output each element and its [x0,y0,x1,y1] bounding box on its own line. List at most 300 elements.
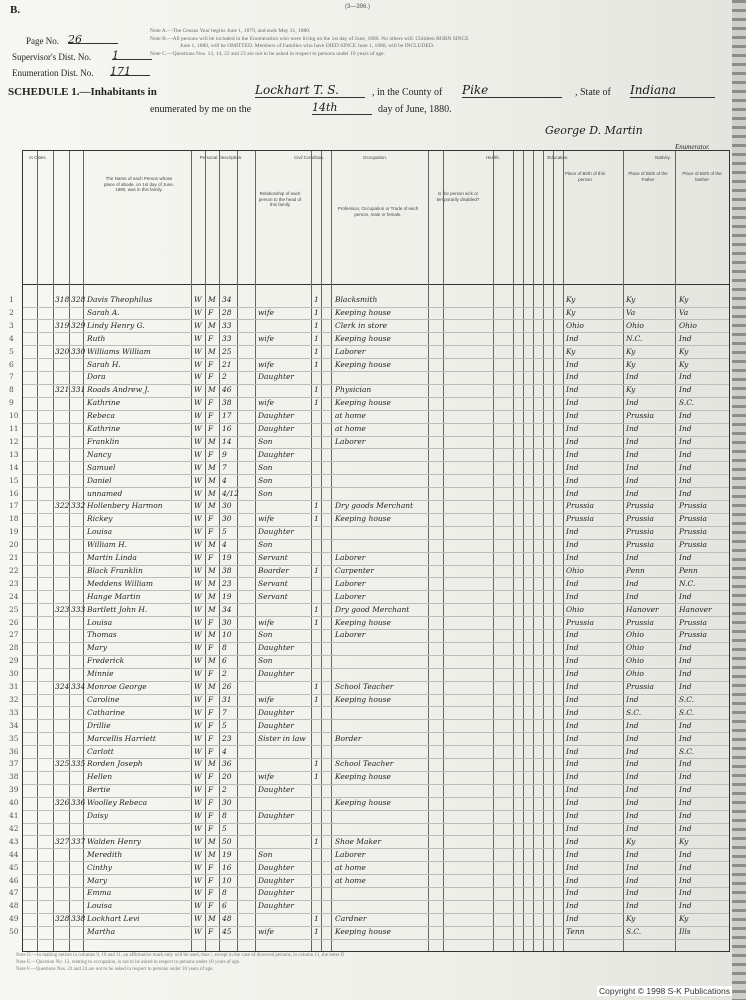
person-name: Bartlett John H. [87,604,148,614]
table-row [9,758,729,772]
row-number: 17 [9,501,19,511]
father-birthplace-cell: Ky [626,836,636,846]
row-number: 14 [9,462,19,472]
civil-cell: 1 [314,514,319,524]
occupation-cell: at home [335,424,366,433]
age-cell: 4 [222,746,227,756]
sex-cell: M [208,475,216,485]
table-row [9,926,729,940]
table-row [9,462,729,476]
occupation-cell: Shoe Maker [335,836,382,846]
row-number: 50 [9,927,19,937]
mother-birthplace-cell: Ind [679,462,692,472]
occupation-cell: Keeping house [335,617,391,627]
row-number: 5 [9,346,14,356]
person-name: Samuel [87,462,116,472]
row-number: 4 [9,333,14,343]
sex-cell: M [208,849,216,859]
occupation-cell: at home [335,875,366,885]
person-name: Black Franklin [87,565,143,575]
sex-cell: F [208,707,214,717]
census-table [9,150,730,952]
row-number: 13 [9,449,19,459]
birthplace-cell: Ind [566,540,579,550]
color-cell: W [194,901,202,911]
table-row [9,500,729,514]
table-row [9,384,729,398]
relationship-cell: Daughter [258,449,294,459]
col-head-sick: Is the person sick or temporarily disabled? [436,191,480,202]
father-birthplace-cell: Ind [626,462,639,472]
person-name: Drillie [87,720,111,730]
mother-birthplace-cell: Prussia [679,617,708,627]
occupation-cell: Keeping house [335,398,391,408]
table-row [9,849,729,863]
sex-cell: F [208,733,214,743]
mother-birthplace-cell: Ind [679,643,692,653]
occupation-cell: Keeping house [335,333,391,343]
color-cell: W [194,811,202,820]
color-cell: W [194,307,202,317]
person-name: unnamed [87,488,123,498]
color-cell: W [194,707,202,717]
sex-cell: F [208,424,214,433]
person-name: Louisa [87,527,113,537]
note-b-cont: June 1, 1880, will be OMITTED. Members of Families who have DIED SINCE June 1, 1880, will be INCLUDED. [180,43,435,50]
mother-birthplace-cell: Ky [679,346,689,356]
family-number: 331 [71,385,86,395]
birthplace-cell: Ind [566,436,579,446]
relationship-cell: wife [258,927,275,937]
birthplace-cell: Prussia [566,514,595,524]
birthplace-cell: Ohio [566,604,584,614]
schedule-place: Lockhart T. S. [255,83,365,98]
age-cell: 7 [222,707,227,717]
person-name: Ruth [87,333,106,343]
relationship-cell: Son [258,849,273,859]
relationship-cell: Son [258,436,273,446]
father-birthplace-cell: Ind [626,553,639,562]
father-birthplace-cell: Ind [626,785,639,795]
age-cell: 7 [222,462,227,472]
person-name: Thomas [87,630,117,640]
occupation-cell: Keeping house [335,694,391,704]
father-birthplace-cell: Ind [626,849,639,859]
age-cell: 8 [222,811,227,820]
sex-cell: M [208,591,216,601]
birthplace-cell: Ind [566,914,579,924]
civil-cell: 1 [314,694,319,704]
age-cell: 20 [222,772,232,782]
father-birthplace-cell: Ind [626,398,639,408]
birthplace-cell: Ind [566,707,579,717]
civil-cell: 1 [314,759,319,769]
table-row [9,307,729,321]
age-cell: 23 [222,578,232,588]
color-cell: W [194,359,202,369]
birthplace-cell: Ind [566,488,579,498]
color-cell: W [194,514,202,524]
birthplace-cell: Ind [566,553,579,562]
relationship-cell: Servant [258,591,288,601]
age-cell: 4/12 [222,488,239,498]
birthplace-cell: Ind [566,875,579,885]
sex-cell: M [208,385,216,395]
color-cell: W [194,927,202,937]
row-number: 42 [9,823,19,833]
color-cell: W [194,720,202,730]
enumerator-signature: George D. Martin [545,124,643,137]
sex-cell: F [208,333,214,343]
sex-cell: F [208,553,214,562]
row-number: 2 [9,307,14,317]
person-name: Rebeca [87,411,115,421]
age-cell: 34 [222,295,232,304]
mother-birthplace-cell: Prussia [679,501,708,511]
sex-cell: M [208,346,216,356]
color-cell: W [194,553,202,562]
father-birthplace-cell: Ind [626,372,639,382]
person-name: Lockhart Levi [87,914,140,924]
civil-cell: 1 [314,617,319,627]
sex-cell: F [208,862,214,872]
birthplace-cell: Ind [566,372,579,382]
civil-cell: 1 [314,927,319,937]
mother-birthplace-cell: Ind [679,553,692,562]
sex-cell: M [208,682,216,691]
relationship-cell: wife [258,333,275,343]
table-row [9,720,729,734]
color-cell: W [194,385,202,395]
mother-birthplace-cell: S.C. [679,694,695,704]
relationship-cell: wife [258,398,275,408]
relationship-cell: Son [258,656,273,666]
sex-cell: F [208,449,214,459]
age-cell: 50 [222,836,232,846]
enum-day: 14th [312,101,372,115]
occupation-cell: Dry goods Merchant [335,501,414,511]
person-name: Williams William [87,346,151,356]
age-cell: 5 [222,823,227,833]
occupation-cell: Laborer [335,630,366,640]
family-number: 336 [71,798,86,808]
color-cell: W [194,604,202,614]
row-number: 35 [9,733,19,743]
relationship-cell: Daughter [258,707,294,717]
father-birthplace-cell: Ind [626,488,639,498]
mother-birthplace-cell: Ky [679,914,689,924]
row-number: 23 [9,578,19,588]
birthplace-cell: Ind [566,746,579,756]
father-birthplace-cell: Prussia [626,514,655,524]
col-head-health-label: Health. [485,155,501,160]
birthplace-cell: Ind [566,772,579,782]
dwelling-number: 321 [55,385,70,395]
relationship-cell: Daughter [258,720,294,730]
age-cell: 2 [222,372,227,382]
mother-birthplace-cell: Ind [679,424,692,433]
color-cell: W [194,823,202,833]
father-birthplace-cell: Prussia [626,411,655,421]
sex-cell: M [208,565,216,575]
row-number: 40 [9,798,19,808]
age-cell: 36 [222,759,232,769]
table-row [9,423,729,437]
row-number: 10 [9,411,19,421]
table-row [9,346,729,360]
table-row [9,900,729,914]
note-b: Note B.—All persons will be included in the Enumeration who were living on the 1st day of June, 1880. No others will. Children BORN SINCE [150,35,469,42]
civil-cell: 1 [314,359,319,369]
col-head-civil: Civil Condition. [293,155,324,160]
civil-cell: 1 [314,772,319,782]
relationship-cell: Daughter [258,785,294,795]
father-birthplace-cell: Ind [626,578,639,588]
relationship-cell: Daughter [258,424,294,433]
age-cell: 30 [222,617,232,627]
father-birthplace-cell: Penn [626,565,645,575]
color-cell: W [194,398,202,408]
mother-birthplace-cell: Ind [679,811,692,820]
relationship-cell: wife [258,514,275,524]
civil-cell: 1 [314,320,319,330]
age-cell: 6 [222,656,227,666]
sex-cell: F [208,772,214,782]
civil-cell: 1 [314,604,319,614]
sex-cell: F [208,398,214,408]
row-number: 19 [9,527,19,537]
person-name: Daisy [87,811,108,820]
age-cell: 2 [222,785,227,795]
occupation-cell: School Teacher [335,759,394,769]
form-letter: B. [10,4,21,16]
relationship-cell: Servant [258,553,288,562]
mother-birthplace-cell: Ind [679,436,692,446]
father-birthplace-cell: Ind [626,720,639,730]
age-cell: 31 [222,694,232,704]
color-cell: W [194,888,202,898]
birthplace-cell: Ind [566,449,579,459]
father-birthplace-cell: Ohio [626,643,644,653]
row-number: 30 [9,669,19,679]
birthplace-cell: Ind [566,656,579,666]
relationship-cell: Daughter [258,411,294,421]
age-cell: 23 [222,733,232,743]
relationship-cell: Servant [258,578,288,588]
sex-cell: F [208,927,214,937]
relationship-cell: wife [258,694,275,704]
table-row [9,513,729,527]
civil-cell: 1 [314,295,319,304]
person-name: Nancy [87,449,112,459]
color-cell: W [194,475,202,485]
birthplace-cell: Prussia [566,501,595,511]
person-name: Catharine [87,707,125,717]
family-number: 328 [71,295,86,304]
color-cell: W [194,591,202,601]
sex-cell: M [208,540,216,550]
table-row [9,449,729,463]
mother-birthplace-cell: Prussia [679,540,708,550]
mother-birthplace-cell: Penn [679,565,698,575]
row-number: 21 [9,553,19,562]
table-row [9,591,729,605]
color-cell: W [194,501,202,511]
age-cell: 19 [222,849,232,859]
sex-cell: F [208,901,214,911]
age-cell: 33 [222,333,232,343]
age-cell: 5 [222,527,227,537]
col-head-personal: Personal Description. [199,155,243,160]
person-name: Kathrine [87,424,121,433]
row-number: 45 [9,862,19,872]
age-cell: 45 [222,927,232,937]
father-birthplace-cell: Ind [626,475,639,485]
row-number: 12 [9,436,19,446]
state-label: , State of [575,87,611,98]
birthplace-cell: Ky [566,346,576,356]
father-birthplace-cell: Ind [626,591,639,601]
father-birthplace-cell: Ohio [626,656,644,666]
color-cell: W [194,436,202,446]
color-cell: W [194,682,202,691]
row-number: 16 [9,488,19,498]
birthplace-cell: Ind [566,798,579,808]
row-number: 18 [9,514,19,524]
age-cell: 30 [222,798,232,808]
mother-birthplace-cell: Ind [679,656,692,666]
sex-cell: M [208,436,216,446]
color-cell: W [194,565,202,575]
color-cell: W [194,346,202,356]
birthplace-cell: Ind [566,849,579,859]
table-row [9,733,729,747]
relationship-cell: Daughter [258,372,294,382]
age-cell: 16 [222,862,232,872]
table-row [9,410,729,424]
relationship-cell: Daughter [258,811,294,820]
color-cell: W [194,694,202,704]
relationship-cell: wife [258,772,275,782]
row-number: 44 [9,849,19,859]
color-cell: W [194,372,202,382]
mother-birthplace-cell: Ind [679,488,692,498]
row-number: 43 [9,836,19,846]
person-name: Meddens William [87,578,153,588]
dwelling-number: 327 [55,836,70,846]
mother-birthplace-cell: Ky [679,836,689,846]
birthplace-cell: Ky [566,307,576,317]
person-name: Dora [87,372,106,382]
mother-birthplace-cell: Ind [679,733,692,743]
color-cell: W [194,578,202,588]
note-e: Note E.—Question No. 13, relating to occupation, is not to be asked in respect to persons under 10 years of age. [16,960,241,965]
birthplace-cell: Ind [566,694,579,704]
age-cell: 8 [222,643,227,653]
birthplace-cell: Ind [566,733,579,743]
civil-cell: 1 [314,398,319,408]
row-number: 11 [9,424,19,433]
row-number: 36 [9,746,19,756]
row-number: 37 [9,759,19,769]
table-row [9,604,729,618]
family-number: 330 [71,346,86,356]
enum-prefix: enumerated by me on the [150,104,252,115]
occupation-cell: Keeping house [335,514,391,524]
father-birthplace-cell: N.C. [626,333,643,343]
dwelling-number: 322 [55,501,70,511]
father-birthplace-cell: Ind [626,888,639,898]
mother-birthplace-cell: Prussia [679,514,708,524]
age-cell: 4 [222,540,227,550]
birthplace-cell: Ind [566,759,579,769]
table-row [9,526,729,540]
page-no-value: 26 [68,33,118,44]
row-number: 39 [9,785,19,795]
form-number: (3—396.) [345,4,371,10]
col-head-name: The Name of each Person whose place of abode, on 1st day of June, 1880, was in this family. [103,176,175,192]
birthplace-cell: Ind [566,720,579,730]
mother-birthplace-cell: Ind [679,411,692,421]
sex-cell: F [208,823,214,833]
table-row [9,371,729,385]
sex-cell: F [208,746,214,756]
person-name: Caroline [87,694,120,704]
father-birthplace-cell: Ky [626,295,636,304]
person-name: Meredith [87,849,123,859]
birthplace-cell: Ind [566,591,579,601]
color-cell: W [194,656,202,666]
color-cell: W [194,914,202,924]
father-birthplace-cell: Ind [626,759,639,769]
relationship-cell: Son [258,630,273,640]
mother-birthplace-cell: Ind [679,591,692,601]
enumeration-label: Enumeration Dist. No. [12,68,94,78]
supervisor-label: Supervisor's Dist. No. [12,52,92,62]
table-row [9,475,729,489]
civil-cell: 1 [314,565,319,575]
schedule-title: SCHEDULE 1.—Inhabitants in [8,86,157,98]
person-name: Martin Linda [87,553,137,562]
mother-birthplace-cell: Ind [679,823,692,833]
row-number: 32 [9,694,19,704]
row-number: 34 [9,720,19,730]
row-number: 8 [9,385,14,395]
birthplace-cell: Ind [566,901,579,911]
father-birthplace-cell: Prussia [626,617,655,627]
row-number: 28 [9,643,19,653]
age-cell: 6 [222,901,227,911]
color-cell: W [194,527,202,537]
row-number: 48 [9,901,19,911]
occupation-cell: Keeping house [335,307,391,317]
row-number: 46 [9,875,19,885]
table-row [9,539,729,553]
birthplace-cell: Tenn [566,927,585,937]
sex-cell: F [208,669,214,679]
mother-birthplace-cell: Ind [679,785,692,795]
relationship-cell: Daughter [258,669,294,679]
father-birthplace-cell: Ind [626,436,639,446]
census-notes [150,28,710,58]
birthplace-cell: Ohio [566,565,584,575]
sex-cell: M [208,604,216,614]
father-birthplace-cell: S.C. [626,707,642,717]
father-birthplace-cell: Ind [626,694,639,704]
person-name: Martha [87,927,116,937]
table-row [9,617,729,631]
col-head-relationship: Relationship of each person to the head of this family [258,191,302,207]
